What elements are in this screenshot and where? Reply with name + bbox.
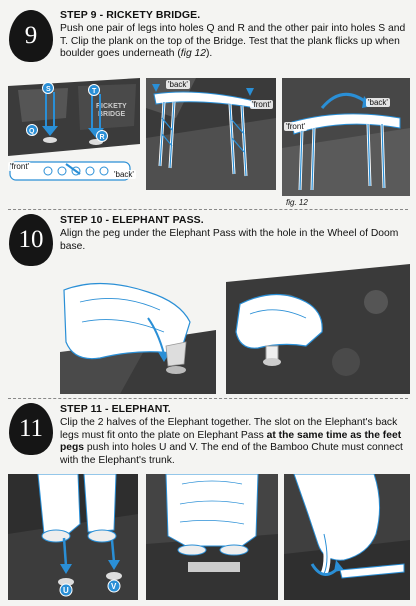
step-9-panel-base <box>8 78 140 186</box>
step-10-description: Align the peg under the Elephant Pass with the hole in the Wheel of Doom base. <box>60 228 399 252</box>
step-9-bridge-illustration <box>146 78 276 190</box>
svg-text:RICKETY: RICKETY <box>96 103 127 110</box>
step-11-legs-illustration <box>146 474 278 600</box>
label-s: S <box>46 86 51 93</box>
label-t: T <box>92 88 97 95</box>
plank-back-label: 'back' <box>114 170 134 179</box>
bridge-back-label: 'back' <box>168 80 188 89</box>
step-9-text-end: ). <box>206 48 213 60</box>
label-u: U <box>63 586 69 595</box>
step-9-description <box>60 23 408 61</box>
step-10-panel-placed <box>226 262 410 394</box>
step-9-panel-plank <box>282 78 410 196</box>
divider-10-11 <box>8 398 408 399</box>
step-11-panel-trunk <box>284 474 410 600</box>
plank-flick-back-label: 'back' <box>368 98 388 107</box>
step-11-trunk-illustration <box>284 474 410 600</box>
step-9-panel-bridge <box>146 78 276 190</box>
step-9-badge: 9 <box>9 10 53 62</box>
step-11-description <box>60 417 408 467</box>
step-10-panel-align <box>60 262 216 394</box>
svg-text:BRIDGE: BRIDGE <box>98 111 126 118</box>
step-11-text-a: Clip the 2 halves of the Elephant together. The slot on the Elephant's back legs must fit onto the plate on Elephant Pass <box>60 417 398 441</box>
step-9-fig-ref: fig 12 <box>180 48 206 60</box>
step-10-placed-illustration <box>226 262 410 394</box>
step-10-title: STEP 10 - ELEPHANT PASS. <box>60 214 204 226</box>
step-11-panel-legs <box>146 474 278 600</box>
step-11-text-b: push into holes U and V. The end of the Bamboo Chute must connect with the Elephant's trunk. <box>60 442 403 466</box>
step-10-badge: 10 <box>9 214 53 266</box>
label-v: V <box>111 582 117 591</box>
step-11-feet-illustration <box>8 474 138 600</box>
plank-front-label: 'front' <box>10 162 30 171</box>
step-11-badge: 11 <box>9 403 53 455</box>
label-q: Q <box>29 128 35 135</box>
step-11-title: STEP 11 - ELEPHANT. <box>60 403 171 415</box>
plank-flick-front-label: 'front' <box>286 122 306 131</box>
step-9-plank-illustration <box>282 78 410 196</box>
label-r: R <box>99 134 105 141</box>
step-9-title: STEP 9 - RICKETY BRIDGE. <box>60 9 201 21</box>
bridge-front-label: 'front' <box>252 100 272 109</box>
step-11-text-bold: at the same time as the feet pegs <box>60 429 402 454</box>
step-11-panel-feet <box>8 474 138 600</box>
step-9-text: Push one pair of legs into holes Q and R and the other pair into holes S and T. Clip the plank on the top of the Bridge. Test that the plank flicks up when boulder goes underneath ( <box>60 23 406 60</box>
divider-9-10 <box>8 209 408 210</box>
step-10-align-illustration <box>60 262 216 394</box>
fig-12-caption: fig. 12 <box>286 198 308 207</box>
